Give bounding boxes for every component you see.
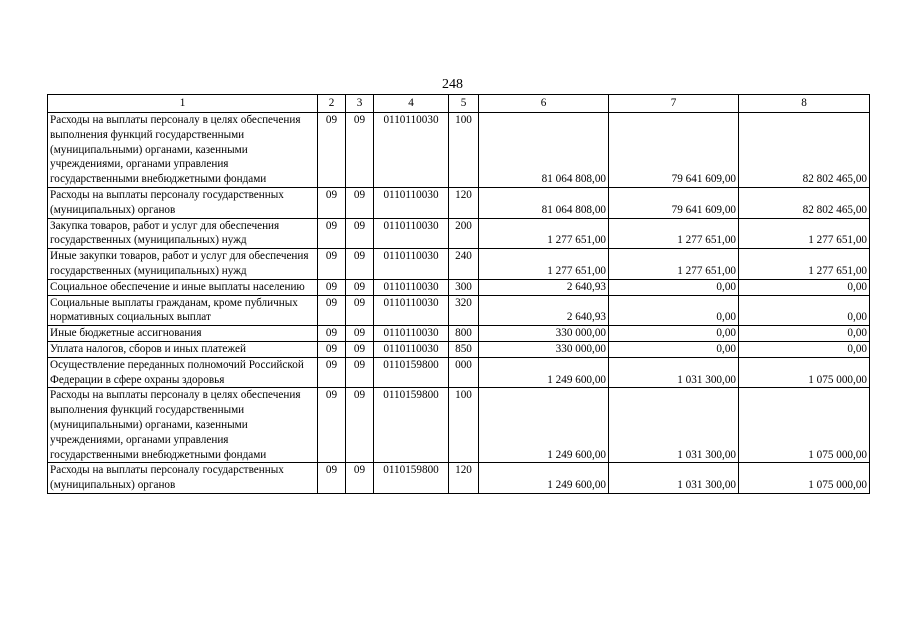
row-amount-1: 1 249 600,00 [479, 388, 609, 463]
row-amount-1: 81 064 808,00 [479, 187, 609, 218]
row-target-code: 0110159800 [374, 388, 449, 463]
row-subsection: 09 [346, 113, 374, 188]
row-expense-type: 000 [449, 357, 479, 388]
col-header: 7 [609, 95, 739, 113]
row-target-code: 0110110030 [374, 326, 449, 342]
row-section: 09 [318, 463, 346, 494]
table-row [48, 279, 870, 295]
row-target-code: 0110110030 [374, 249, 449, 280]
row-subsection: 09 [346, 249, 374, 280]
row-section: 09 [318, 113, 346, 188]
table-row [48, 295, 870, 326]
row-expense-type: 120 [449, 463, 479, 494]
row-subsection: 09 [346, 279, 374, 295]
row-subsection: 09 [346, 326, 374, 342]
row-expense-type: 100 [449, 388, 479, 463]
row-target-code: 0110159800 [374, 463, 449, 494]
row-target-code: 0110110030 [374, 341, 449, 357]
table-row [48, 463, 870, 494]
row-subsection: 09 [346, 341, 374, 357]
row-amount-1: 81 064 808,00 [479, 113, 609, 188]
table-row [48, 113, 870, 188]
row-name: Закупка товаров, работ и услуг для обеспечения государственных (муниципальных) нужд [48, 218, 318, 249]
row-target-code: 0110110030 [374, 295, 449, 326]
row-section: 09 [318, 295, 346, 326]
row-amount-3: 1 075 000,00 [739, 388, 870, 463]
row-name: Расходы на выплаты персоналу в целях обеспечения выполнения функций государственными (муниципальными) органами, казенными учреждениями, органами управления государственными внебюджетными фондами [48, 388, 318, 463]
table-row [48, 218, 870, 249]
row-expense-type: 100 [449, 113, 479, 188]
row-amount-2: 1 031 300,00 [609, 463, 739, 494]
row-amount-1: 1 249 600,00 [479, 463, 609, 494]
table-row [48, 249, 870, 280]
row-target-code: 0110110030 [374, 218, 449, 249]
page-number: 248 [442, 77, 463, 92]
row-name: Иные закупки товаров, работ и услуг для обеспечения государственных (муниципальных) нужд [48, 249, 318, 280]
row-name: Расходы на выплаты персоналу государственных (муниципальных) органов [48, 463, 318, 494]
table-row [48, 388, 870, 463]
row-amount-1: 2 640,93 [479, 279, 609, 295]
row-section: 09 [318, 326, 346, 342]
row-amount-2: 1 277 651,00 [609, 249, 739, 280]
row-amount-3: 1 075 000,00 [739, 357, 870, 388]
col-header: 8 [739, 95, 870, 113]
row-amount-2: 1 277 651,00 [609, 218, 739, 249]
row-target-code: 0110110030 [374, 187, 449, 218]
row-name: Социальные выплаты гражданам, кроме публичных нормативных социальных выплат [48, 295, 318, 326]
row-expense-type: 320 [449, 295, 479, 326]
row-name: Осуществление переданных полномочий Российской Федерации в сфере охраны здоровья [48, 357, 318, 388]
row-amount-3: 1 075 000,00 [739, 463, 870, 494]
row-section: 09 [318, 357, 346, 388]
row-amount-2: 1 031 300,00 [609, 388, 739, 463]
row-expense-type: 800 [449, 326, 479, 342]
row-target-code: 0110110030 [374, 113, 449, 188]
row-amount-2: 0,00 [609, 295, 739, 326]
budget-table [47, 94, 870, 494]
col-header: 6 [479, 95, 609, 113]
row-section: 09 [318, 249, 346, 280]
row-amount-1: 2 640,93 [479, 295, 609, 326]
table-row [48, 357, 870, 388]
row-subsection: 09 [346, 388, 374, 463]
row-expense-type: 850 [449, 341, 479, 357]
row-amount-3: 82 802 465,00 [739, 113, 870, 188]
row-amount-3: 0,00 [739, 341, 870, 357]
row-section: 09 [318, 279, 346, 295]
row-amount-3: 0,00 [739, 295, 870, 326]
table-row [48, 341, 870, 357]
row-amount-2: 1 031 300,00 [609, 357, 739, 388]
row-section: 09 [318, 388, 346, 463]
col-header: 2 [318, 95, 346, 113]
row-subsection: 09 [346, 463, 374, 494]
row-section: 09 [318, 187, 346, 218]
row-name: Расходы на выплаты персоналу в целях обеспечения выполнения функций государственными (муниципальными) органами, казенными учреждениями, органами управления государственными внебюджетными фондами [48, 113, 318, 188]
header-row [48, 95, 870, 113]
row-amount-1: 330 000,00 [479, 326, 609, 342]
row-expense-type: 240 [449, 249, 479, 280]
table-row [48, 326, 870, 342]
row-amount-1: 1 249 600,00 [479, 357, 609, 388]
row-subsection: 09 [346, 295, 374, 326]
row-amount-2: 0,00 [609, 341, 739, 357]
row-amount-1: 1 277 651,00 [479, 218, 609, 249]
row-amount-3: 0,00 [739, 279, 870, 295]
row-amount-1: 1 277 651,00 [479, 249, 609, 280]
row-amount-2: 0,00 [609, 326, 739, 342]
row-amount-3: 1 277 651,00 [739, 218, 870, 249]
row-target-code: 0110110030 [374, 279, 449, 295]
row-amount-2: 0,00 [609, 279, 739, 295]
col-header: 4 [374, 95, 449, 113]
col-header: 3 [346, 95, 374, 113]
row-name: Иные бюджетные ассигнования [48, 326, 318, 342]
row-expense-type: 200 [449, 218, 479, 249]
row-name: Расходы на выплаты персоналу государственных (муниципальных) органов [48, 187, 318, 218]
row-section: 09 [318, 218, 346, 249]
row-expense-type: 120 [449, 187, 479, 218]
row-subsection: 09 [346, 187, 374, 218]
row-subsection: 09 [346, 357, 374, 388]
table-row [48, 187, 870, 218]
row-amount-3: 82 802 465,00 [739, 187, 870, 218]
row-expense-type: 300 [449, 279, 479, 295]
row-section: 09 [318, 341, 346, 357]
col-header: 5 [449, 95, 479, 113]
col-header: 1 [48, 95, 318, 113]
row-target-code: 0110159800 [374, 357, 449, 388]
row-amount-1: 330 000,00 [479, 341, 609, 357]
row-amount-3: 0,00 [739, 326, 870, 342]
row-amount-2: 79 641 609,00 [609, 187, 739, 218]
row-name: Социальное обеспечение и иные выплаты населению [48, 279, 318, 295]
row-name: Уплата налогов, сборов и иных платежей [48, 341, 318, 357]
row-amount-2: 79 641 609,00 [609, 113, 739, 188]
row-subsection: 09 [346, 218, 374, 249]
row-amount-3: 1 277 651,00 [739, 249, 870, 280]
